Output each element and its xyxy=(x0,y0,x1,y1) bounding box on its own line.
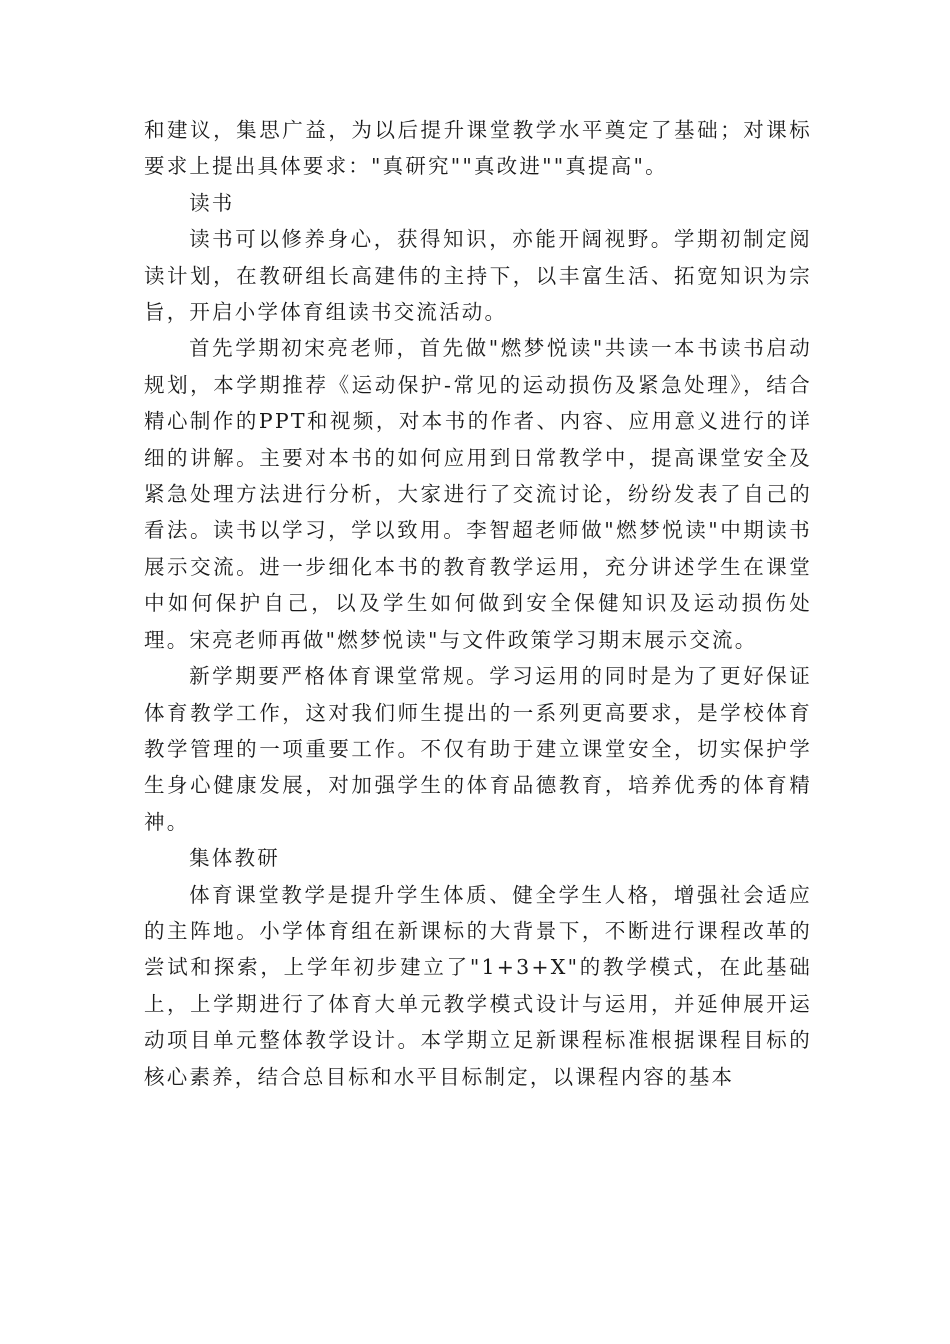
paragraph-research-1: 体育课堂教学是提升学生体质、健全学生人格，增强社会适应的主阵地。小学体育组在新课标的大背景下，不断进行课程改革的尝试和探索，上学年初步建立了"1+3+X"的教学模式，在此基础上，上学期进行了体育大单元教学模式设计与运用，并延伸展开运动项目单元整体教学设计。本学期立足新课程标准根据课程目标的核心素养，结合总目标和水平目标制定，以课程内容的基本 xyxy=(144,882,812,1089)
document-page xyxy=(144,112,812,1095)
paragraph-reading-3: 新学期要严格体育课堂常规。学习运用的同时是为了更好保证体育教学工作，这对我们师生提出的一系列更高要求，是学校体育教学管理的一项重要工作。不仅有助于建立课堂安全，切实保护学生身心健康发展，对加强学生的体育品德教育，培养优秀的体育精神。 xyxy=(144,664,812,834)
section-heading-research: 集体教研 xyxy=(189,846,280,871)
section-heading-reading: 读书 xyxy=(189,190,235,215)
paragraph-reading-2: 首先学期初宋亮老师，首先做"燃梦悦读"共读一本书读书启动规划，本学期推荐《运动保护-常见的运动损伤及紧急处理》，结合精心制作的PPT和视频，对本书的作者、内容、应用意义进行的详细的讲解。主要对本书的如何应用到日常教学中，提高课堂安全及紧急处理方法进行分析，大家进行了交流讨论，纷纷发表了自己的看法。读书以学习，学以致用。李智超老师做"燃梦悦读"中期读书展示交流。进一步细化本书的教育教学运用，充分讲述学生在课堂中如何保护自己，以及学生如何做到安全保健知识及运动损伤处理。宋亮老师再做"燃梦悦读"与文件政策学习期末展示交流。 xyxy=(144,336,812,652)
paragraph-continued: 和建议，集思广益，为以后提升课堂教学水平奠定了基础；对课标要求上提出具体要求："真研究""真改进""真提高"。 xyxy=(144,118,812,179)
paragraph-reading-1: 读书可以修养身心，获得知识，亦能开阔视野。学期初制定阅读计划，在教研组长高建伟的主持下，以丰富生活、拓宽知识为宗旨，开启小学体育组读书交流活动。 xyxy=(144,227,812,325)
